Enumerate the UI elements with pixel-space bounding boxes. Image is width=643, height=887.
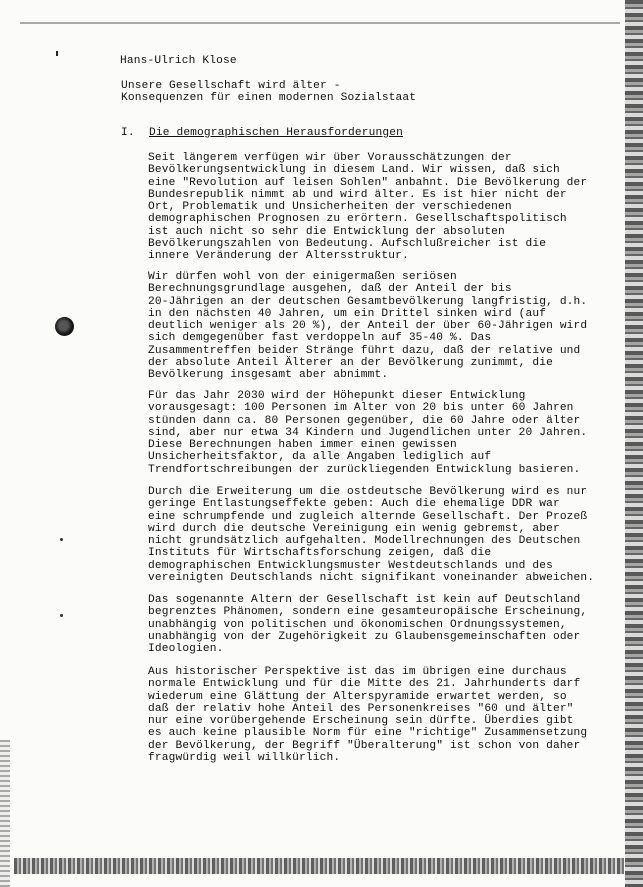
paragraph: Durch die Erweiterung um die ostdeutsche Bevölkerung wird es nur geringe Entlastungseffekte geben: Auch die ehemalige DDR war eine schrumpfende und zugleich alternde Gesellschaft. Der Prozeß wird durch die deutsche Vereinigung ein wenig gebremst, aber nicht grundsätzlich aufgehalten. Modellrechnungen des Deutschen Instituts für Wirtschaftsforschung zeigen, daß die demographischen Entwicklungsmuster Westdeutschlands und des vereinigten Deutschlands nicht signifikant voneinander abweichen. [148, 486, 595, 585]
scan-right-edge [625, 0, 643, 887]
document-title: Unsere Gesellschaft wird älter - Konsequenzen für einen modernen Sozialstaat [121, 80, 417, 105]
scan-speck [56, 51, 58, 56]
paragraph: Aus historischer Perspektive ist das im übrigen eine durchaus normale Entwicklung und für die Mitte des 21. Jahrhunderts darf wiederum eine Glättung der Alterspyramide erwartet werden, so daß der relativ hohe Anteil des Personenkreises "60 und älter" nur eine vorübergehende Erscheinung sein dürfte. Überdies gibt es auch keine plausible Norm für eine "richtige" Zusammensetzung der Bevölkerung, der Begriff "Überalterung" ist schon von daher fragwürdig weil willkürlich. [148, 666, 588, 765]
author-name: Hans-Ulrich Klose [120, 55, 237, 67]
scan-speck [60, 614, 63, 617]
punch-hole-mark [55, 317, 74, 336]
scan-bottom-edge [14, 858, 624, 874]
scan-speck [60, 538, 63, 541]
paragraph: Wir dürfen wohl von der einigermaßen seriösen Berechnungsgrundlage ausgehen, daß der Anteil der bis 20-Jährigen an der deutschen Gesamtbevölkerung langfristig, d.h. in den nächsten 40 Jahren, um ein Drittel sinken wird (auf deutlich weniger als 20 %), der Anteil der über 60-Jährigen wird sich demgegenüber fast verdoppeln auf 35-40 %. Das Zusammentreffen beider Stränge führt dazu, daß der relative und der absolute Anteil Älterer an der Bevölkerung zunimmt, die Bevölkerung insgesamt aber abnimmt. [148, 271, 588, 382]
section-title: Die demographischen Herausforderungen [149, 127, 403, 139]
paragraph: Seit längerem verfügen wir über Vorausschätzungen der Bevölkerungsentwicklung in diesem Land. Wir wissen, daß sich eine "Revolution auf leisen Sohlen" anbahnt. Die Bevölkerung der Bundesrepublik nimmt ab und wird älter. Es ist hier nicht der Ort, Problematik und Unsicherheiten der verschiedenen demographischen Prognosen zu erörtern. Gesellschaftspolitisch ist auch nicht so sehr die Entwicklung der absoluten Bevölkerungszahlen von Bedeutung. Aufschlußreicher ist die innere Veränderung der Altersstruktur. [148, 152, 588, 263]
paragraph: Das sogenannte Altern der Gesellschaft ist kein auf Deutschland begrenztes Phänomen, sondern eine gesamteuropäische Erscheinung, unabhängig von politischen und ökonomischen Ordnungssystemen, unabhängig von der Zugehörigkeit zu Glaubensgemeinschaften oder Ideologien. [148, 594, 588, 656]
section-heading [121, 127, 403, 139]
scan-left-edge [0, 740, 10, 887]
section-number: I. [121, 127, 135, 139]
scan-top-edge [20, 22, 620, 24]
paragraph: Für das Jahr 2030 wird der Höhepunkt dieser Entwicklung vorausgesagt: 100 Personen im Alter von 20 bis unter 60 Jahren stünden dann ca. 80 Personen gegenüber, die 60 Jahre oder älter sind, aber nur etwa 34 Kindern und Jugendlichen unter 20 Jahren. Diese Berechnungen haben immer einen gewissen Unsicherheitsfaktor, da alle Angaben lediglich auf Trendfortschreibungen der zurückliegenden Entwicklung basieren. [148, 390, 588, 476]
